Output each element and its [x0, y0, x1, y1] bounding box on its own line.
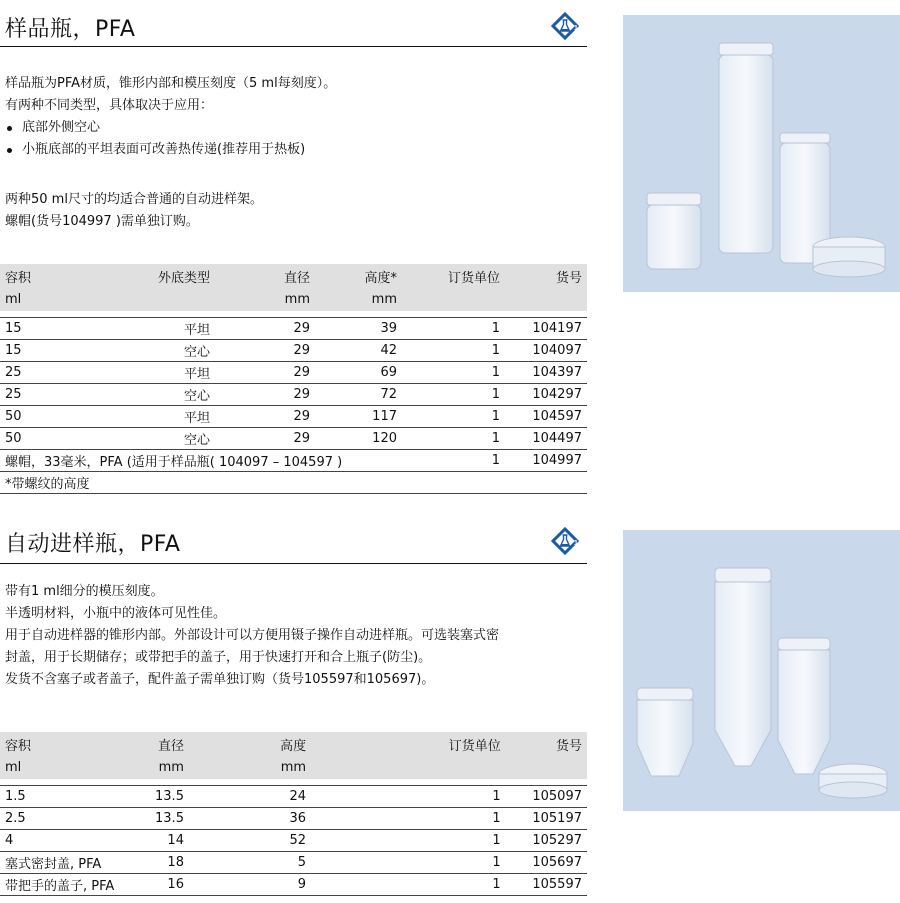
table-row	[0, 406, 587, 428]
cell-diameter: 13.5	[125, 808, 189, 830]
lab-category-badge-icon	[548, 9, 582, 43]
cell-cat-no: 105697	[506, 852, 587, 874]
cell-order-unit: 1	[321, 830, 506, 852]
cell-cat-no: 104197	[505, 318, 587, 340]
cell-diameter: 29	[215, 318, 315, 340]
table-row	[0, 340, 587, 362]
description-line: 螺帽(货号104997 )需单独订购。	[5, 214, 199, 229]
cell-capacity: 塞式密封盖, PFA	[0, 852, 125, 874]
header-diameter: 直径	[157, 738, 184, 754]
cell-height: 36	[189, 808, 311, 830]
unit-capacity: ml	[5, 760, 22, 775]
unit-diameter: mm	[158, 760, 184, 775]
cell-bottom-type: 空心	[120, 384, 215, 406]
table-row	[0, 362, 587, 384]
cell-capacity: 4	[0, 830, 125, 852]
cell-bottom-type: 平坦	[120, 318, 215, 340]
table-row	[0, 852, 587, 874]
autosampler-vials-photo	[623, 530, 900, 811]
sample-vials-description	[5, 73, 585, 161]
title-divider	[0, 563, 587, 564]
cell-capacity: 15	[0, 318, 120, 340]
cell-diameter: 29	[215, 362, 315, 384]
cell-capacity: 带把手的盖子, PFA	[0, 874, 125, 896]
cell-order-unit: 1	[321, 786, 506, 808]
cell-capacity: 50	[0, 428, 120, 450]
bullet-item: 小瓶底部的平坦表面可改善热传递(推荐用于热板)	[5, 139, 585, 161]
cell-capacity: 1.5	[0, 786, 125, 808]
table-row-screw-cap	[0, 450, 587, 472]
unit-diameter: mm	[284, 292, 310, 307]
svg-text:1: 1	[574, 540, 578, 547]
cell-cat-no: 104397	[505, 362, 587, 384]
sample-vials-note	[5, 189, 585, 233]
cell-capacity: 25	[0, 384, 120, 406]
description-line: 半透明材料，小瓶中的液体可见性佳。	[5, 606, 227, 621]
cell-cat-no: 104297	[505, 384, 587, 406]
description-line: 用于自动进样器的锥形内部。外部设计可以方便用镊子操作自动进样瓶。可选装塞式密	[5, 628, 500, 643]
cell-cat-no: 104097	[505, 340, 587, 362]
table-unit-row	[0, 756, 587, 779]
cell-order-unit: 1	[402, 362, 505, 384]
cell-height: 5	[189, 852, 311, 874]
table-row	[0, 874, 587, 896]
header-order-unit: 订货单位	[447, 270, 500, 286]
cell-cat-no: 104597	[505, 406, 587, 428]
table-header-row	[0, 264, 587, 288]
lab-category-badge-icon	[548, 524, 582, 558]
cell-order-unit: 1	[402, 428, 505, 450]
table-row	[0, 830, 587, 852]
header-order-unit: 订货单位	[448, 738, 501, 754]
autosampler-vials-table	[0, 732, 587, 896]
cell-order-unit: 1	[321, 808, 506, 830]
bullet-list	[5, 117, 585, 161]
table-row	[0, 428, 587, 450]
table-header-row	[0, 732, 587, 756]
description-line: 带有1 ml细分的模压刻度。	[5, 584, 164, 599]
table-row	[0, 318, 587, 340]
cell-height: 117	[315, 406, 402, 428]
autosampler-vials-description	[5, 581, 585, 691]
cell-capacity: 50	[0, 406, 120, 428]
cell-height: 120	[315, 428, 402, 450]
title-divider	[0, 46, 587, 47]
cell-order-unit: 1	[402, 318, 505, 340]
svg-text:1: 1	[574, 25, 578, 32]
cell-height: 24	[189, 786, 311, 808]
cell-order-unit: 1	[321, 874, 506, 896]
cell-order-unit: 1	[402, 406, 505, 428]
cell-bottom-type: 平坦	[120, 362, 215, 384]
cell-height: 72	[315, 384, 402, 406]
description-line: 样品瓶为PFA材质，锥形内部和模压刻度（5 ml每刻度）。	[5, 76, 337, 91]
section-title-sample-vials: 样品瓶，PFA	[5, 17, 136, 42]
cell-capacity: 2.5	[0, 808, 125, 830]
cell-capacity: 25	[0, 362, 120, 384]
cell-bottom-type: 空心	[120, 340, 215, 362]
cell-diameter: 29	[215, 340, 315, 362]
cell-cat-no: 104997	[505, 450, 587, 472]
cell-height: 39	[315, 318, 402, 340]
header-height: 高度	[280, 738, 307, 754]
cell-diameter: 14	[125, 830, 189, 852]
bullet-item: 底部外侧空心	[5, 117, 585, 139]
cell-cat-no: 105197	[506, 808, 587, 830]
cell-diameter: 29	[215, 384, 315, 406]
header-cat-no: 货号	[555, 738, 582, 754]
table-row	[0, 786, 587, 808]
header-height: 高度*	[364, 270, 397, 286]
header-capacity: 容积	[5, 738, 32, 754]
cell-bottom-type: 平坦	[120, 406, 215, 428]
cell-order-unit: 1	[321, 852, 506, 874]
cell-cat-no: 105097	[506, 786, 587, 808]
unit-height: mm	[371, 292, 397, 307]
unit-capacity: ml	[5, 292, 22, 307]
cell-cap-label: 螺帽，33毫米，PFA (适用于样品瓶( 104097 – 104597 )	[0, 450, 402, 472]
table-footnote-row	[0, 472, 587, 494]
cell-height: 52	[189, 830, 311, 852]
table-row	[0, 384, 587, 406]
sample-vials-table	[0, 264, 587, 494]
cell-order-unit: 1	[402, 450, 505, 472]
header-bottom-type: 外底类型	[157, 270, 210, 286]
cell-cat-no: 105597	[506, 874, 587, 896]
cell-diameter: 29	[215, 428, 315, 450]
cell-capacity: 15	[0, 340, 120, 362]
cell-diameter: 13.5	[125, 786, 189, 808]
cell-diameter: 29	[215, 406, 315, 428]
cell-diameter: 16	[125, 874, 189, 896]
description-line: 封盖，用于长期储存；或带把手的盖子，用于快速打开和合上瓶子(防尘)。	[5, 650, 432, 665]
cell-cat-no: 105297	[506, 830, 587, 852]
description-line: 发货不含塞子或者盖子，配件盖子需单独订购（货号105597和105697)。	[5, 672, 435, 687]
cell-height: 9	[189, 874, 311, 896]
sample-vials-photo	[623, 15, 900, 292]
description-line: 两种50 ml尺寸的均适合普通的自动进样架。	[5, 192, 263, 207]
footnote: *带螺纹的高度	[0, 472, 587, 494]
description-line: 有两种不同类型，具体取决于应用：	[5, 98, 214, 113]
header-capacity: 容积	[5, 270, 32, 286]
cell-height: 69	[315, 362, 402, 384]
cell-order-unit: 1	[402, 340, 505, 362]
cell-cat-no: 104497	[505, 428, 587, 450]
cell-height: 42	[315, 340, 402, 362]
table-row	[0, 808, 587, 830]
cell-bottom-type: 空心	[120, 428, 215, 450]
cell-diameter: 18	[125, 852, 189, 874]
table-unit-row	[0, 288, 587, 311]
header-diameter: 直径	[283, 270, 310, 286]
section-title-autosampler-vials: 自动进样瓶，PFA	[5, 532, 181, 557]
unit-height: mm	[280, 760, 307, 775]
cell-order-unit: 1	[402, 384, 505, 406]
header-cat-no: 货号	[555, 270, 582, 286]
